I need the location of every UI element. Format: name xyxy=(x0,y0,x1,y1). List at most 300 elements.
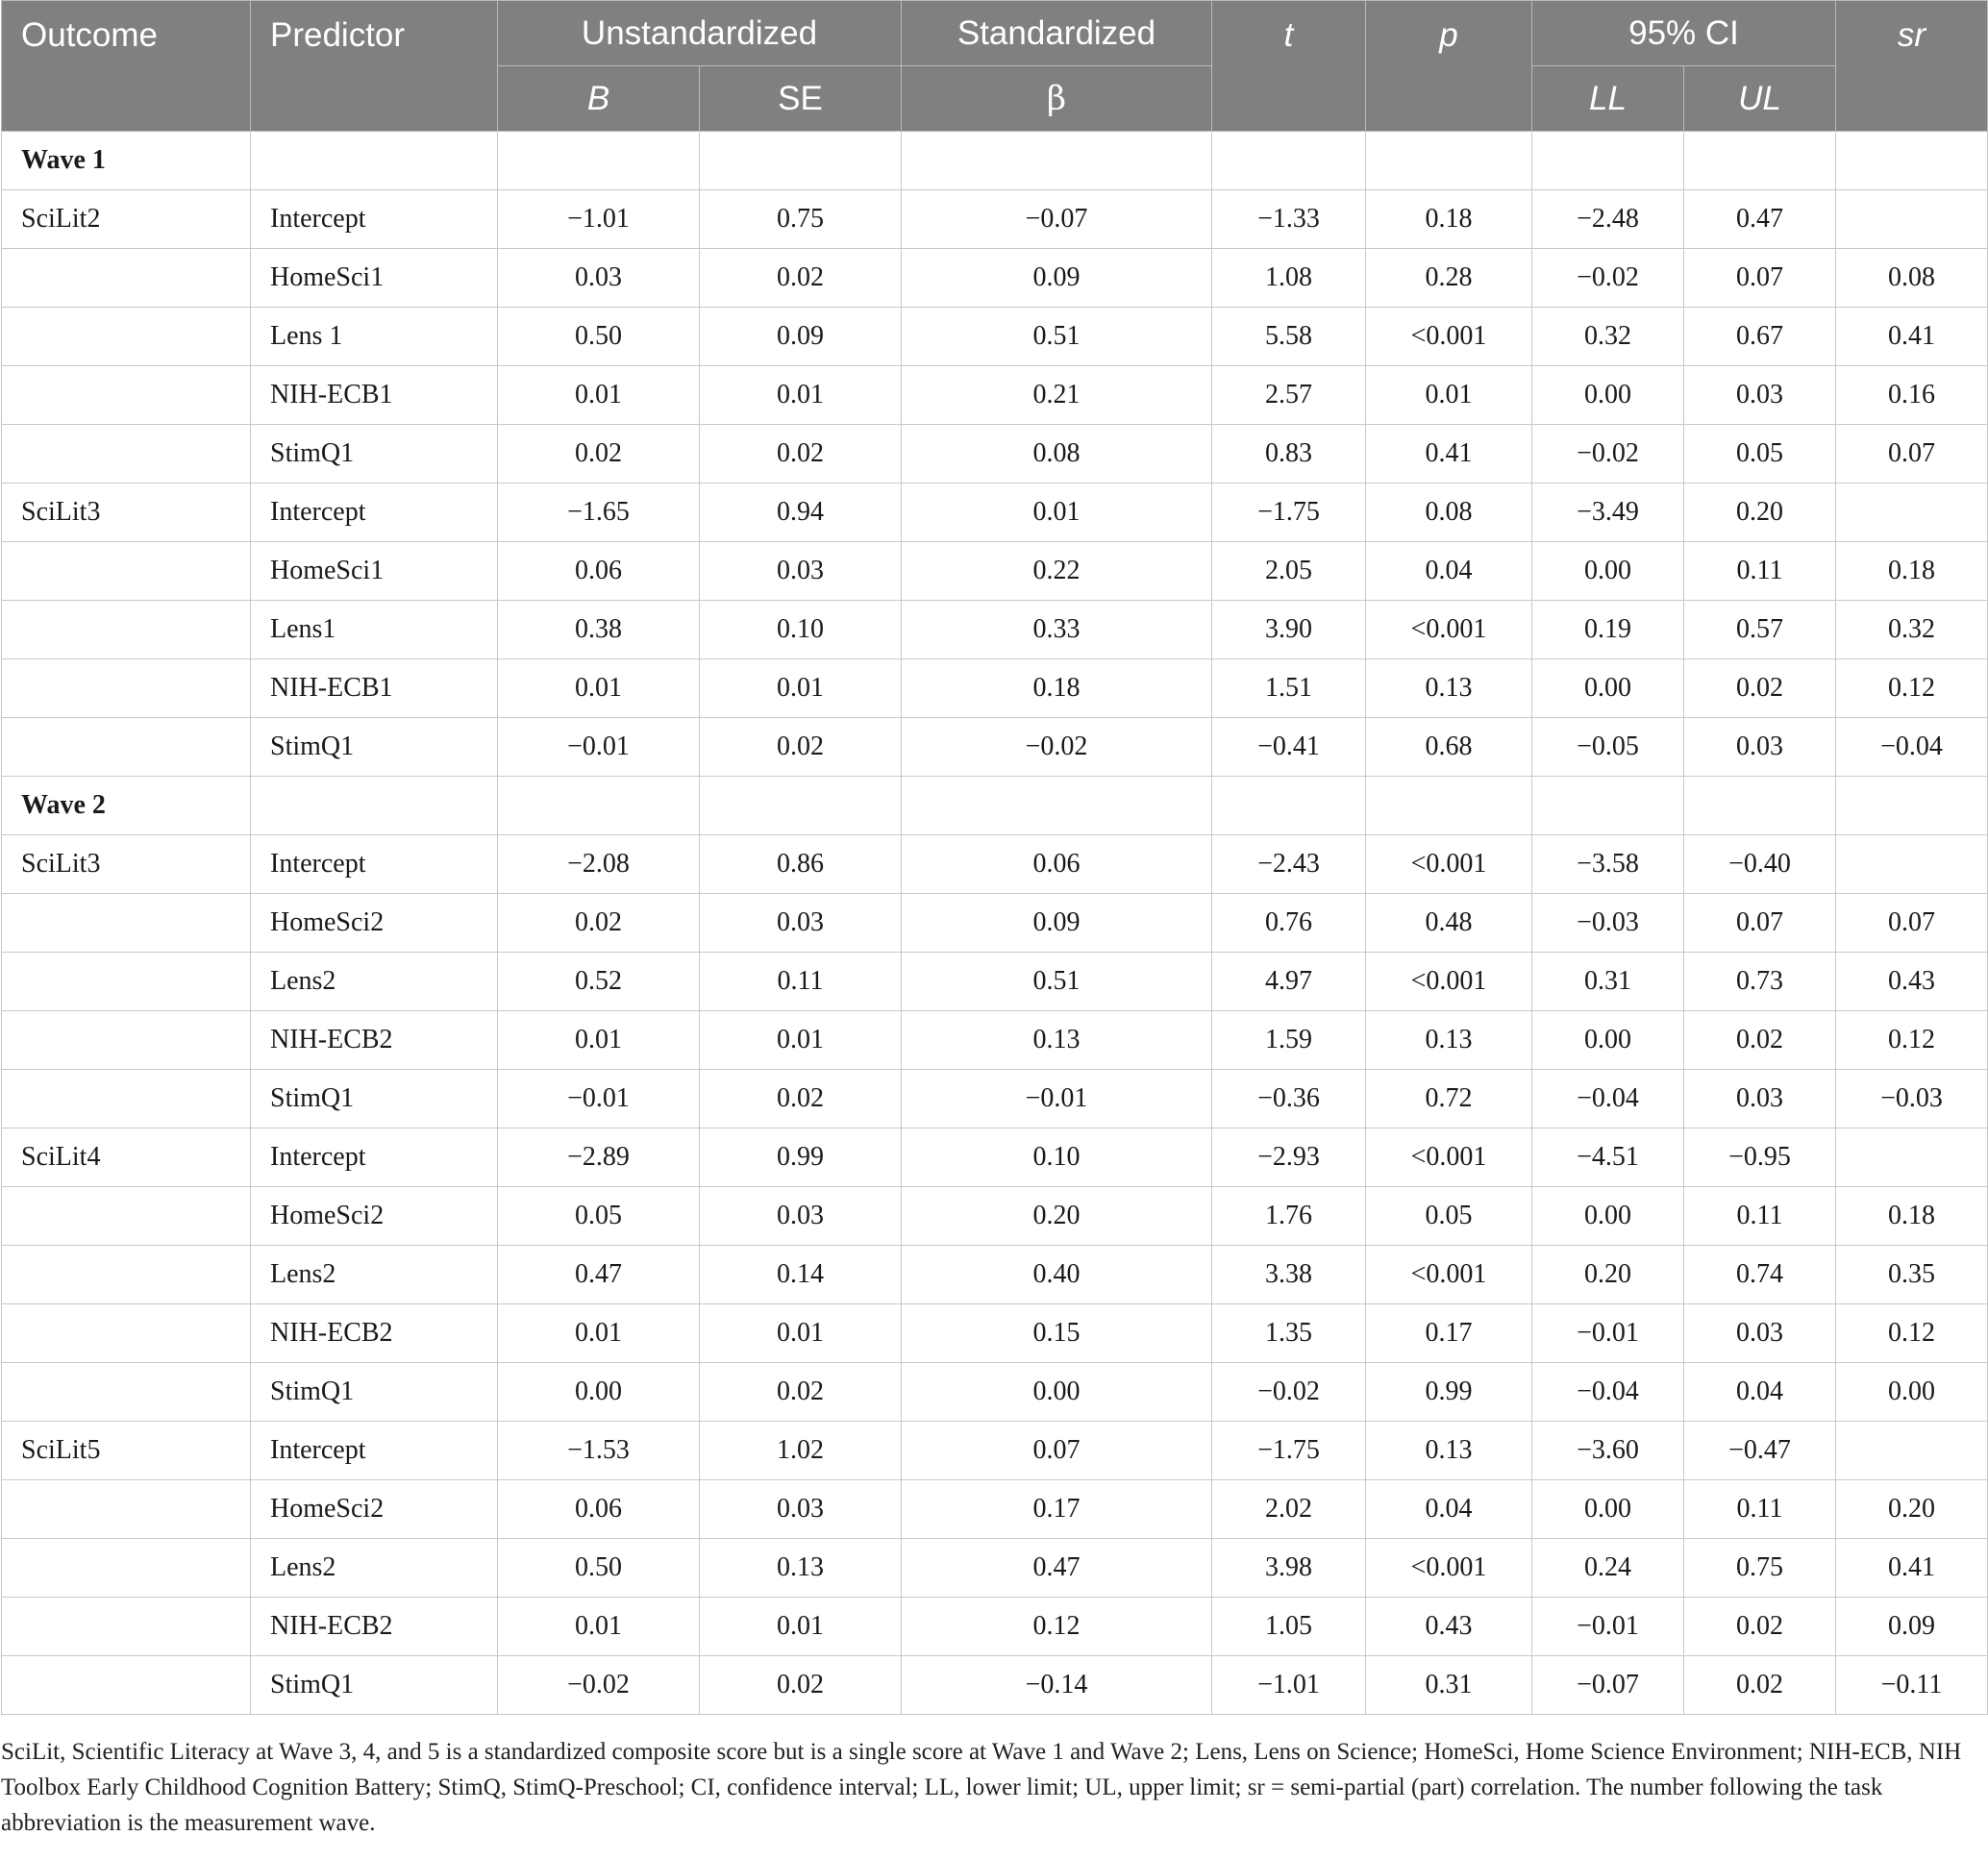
empty-cell xyxy=(251,777,498,835)
table-row xyxy=(2,601,1988,659)
header-se: SE xyxy=(700,66,902,132)
p-cell: 0.13 xyxy=(1366,659,1532,718)
table-row xyxy=(2,1304,1988,1363)
table-row xyxy=(2,484,1988,542)
b-cell: 0.01 xyxy=(498,366,700,425)
b-cell: 0.01 xyxy=(498,1304,700,1363)
beta-cell: 0.15 xyxy=(902,1304,1212,1363)
ll-cell: −0.02 xyxy=(1532,425,1684,484)
se-cell: 0.02 xyxy=(700,1070,902,1128)
table-body xyxy=(2,132,1988,1715)
sr-cell: 0.16 xyxy=(1836,366,1988,425)
t-cell: −0.36 xyxy=(1212,1070,1366,1128)
table-row xyxy=(2,659,1988,718)
empty-cell xyxy=(251,132,498,190)
table-header xyxy=(2,1,1988,132)
p-cell: 0.18 xyxy=(1366,190,1532,249)
beta-cell: −0.01 xyxy=(902,1070,1212,1128)
table-row xyxy=(2,249,1988,308)
beta-cell: 0.00 xyxy=(902,1363,1212,1422)
t-cell: 1.59 xyxy=(1212,1011,1366,1070)
table-row xyxy=(2,953,1988,1011)
t-cell: 2.05 xyxy=(1212,542,1366,601)
predictor-cell: StimQ1 xyxy=(251,1363,498,1422)
empty-cell xyxy=(2,1187,251,1246)
b-cell: 0.52 xyxy=(498,953,700,1011)
ll-cell: −0.07 xyxy=(1532,1656,1684,1715)
se-cell: 0.03 xyxy=(700,542,902,601)
ll-cell: −0.02 xyxy=(1532,249,1684,308)
table-row xyxy=(2,1422,1988,1480)
b-cell: 0.50 xyxy=(498,308,700,366)
empty-cell xyxy=(2,1070,251,1128)
table-row xyxy=(2,1480,1988,1539)
beta-cell: −0.02 xyxy=(902,718,1212,777)
ll-cell: −0.04 xyxy=(1532,1363,1684,1422)
se-cell: 0.01 xyxy=(700,1304,902,1363)
b-cell: −2.08 xyxy=(498,835,700,894)
header-ci: 95% CI xyxy=(1532,1,1836,66)
ll-cell: −3.58 xyxy=(1532,835,1684,894)
beta-cell: 0.13 xyxy=(902,1011,1212,1070)
ul-cell: 0.11 xyxy=(1684,1187,1836,1246)
header-ll: LL xyxy=(1532,66,1684,132)
empty-cell xyxy=(1366,132,1532,190)
beta-cell: 0.06 xyxy=(902,835,1212,894)
t-cell: 0.83 xyxy=(1212,425,1366,484)
p-cell: 0.68 xyxy=(1366,718,1532,777)
empty-cell xyxy=(2,425,251,484)
wave-label: Wave 2 xyxy=(2,777,251,835)
beta-cell: −0.07 xyxy=(902,190,1212,249)
empty-cell xyxy=(2,366,251,425)
sr-cell xyxy=(1836,484,1988,542)
empty-cell xyxy=(498,777,700,835)
predictor-cell: HomeSci2 xyxy=(251,894,498,953)
p-cell: 0.04 xyxy=(1366,542,1532,601)
sr-cell xyxy=(1836,1128,1988,1187)
table-row xyxy=(2,1187,1988,1246)
sr-cell: −0.11 xyxy=(1836,1656,1988,1715)
b-cell: −2.89 xyxy=(498,1128,700,1187)
empty-cell xyxy=(1684,777,1836,835)
predictor-cell: Lens1 xyxy=(251,601,498,659)
table-row xyxy=(2,425,1988,484)
p-cell: 0.13 xyxy=(1366,1011,1532,1070)
wave-row xyxy=(2,777,1988,835)
ll-cell: −0.01 xyxy=(1532,1598,1684,1656)
empty-cell xyxy=(902,132,1212,190)
predictor-cell: StimQ1 xyxy=(251,1656,498,1715)
p-cell: 0.17 xyxy=(1366,1304,1532,1363)
ll-cell: 0.31 xyxy=(1532,953,1684,1011)
predictor-cell: HomeSci1 xyxy=(251,249,498,308)
b-cell: 0.02 xyxy=(498,425,700,484)
beta-cell: 0.40 xyxy=(902,1246,1212,1304)
beta-cell: 0.10 xyxy=(902,1128,1212,1187)
ul-cell: −0.47 xyxy=(1684,1422,1836,1480)
p-cell: 0.05 xyxy=(1366,1187,1532,1246)
p-cell: <0.001 xyxy=(1366,1539,1532,1598)
se-cell: 0.01 xyxy=(700,1011,902,1070)
beta-cell: −0.14 xyxy=(902,1656,1212,1715)
t-cell: 2.02 xyxy=(1212,1480,1366,1539)
t-cell: 1.05 xyxy=(1212,1598,1366,1656)
p-cell: 0.04 xyxy=(1366,1480,1532,1539)
table-row xyxy=(2,308,1988,366)
sr-cell: −0.03 xyxy=(1836,1070,1988,1128)
se-cell: 0.02 xyxy=(700,718,902,777)
t-cell: 5.58 xyxy=(1212,308,1366,366)
table-row xyxy=(2,1246,1988,1304)
empty-cell xyxy=(902,777,1212,835)
t-cell: 3.38 xyxy=(1212,1246,1366,1304)
empty-cell xyxy=(1836,132,1988,190)
ll-cell: −0.01 xyxy=(1532,1304,1684,1363)
ll-cell: 0.00 xyxy=(1532,1187,1684,1246)
sr-cell: 0.18 xyxy=(1836,1187,1988,1246)
beta-cell: 0.51 xyxy=(902,953,1212,1011)
sr-cell: 0.43 xyxy=(1836,953,1988,1011)
se-cell: 0.03 xyxy=(700,1480,902,1539)
b-cell: 0.01 xyxy=(498,1011,700,1070)
p-cell: <0.001 xyxy=(1366,953,1532,1011)
predictor-cell: NIH-ECB2 xyxy=(251,1598,498,1656)
table-row xyxy=(2,1128,1988,1187)
predictor-cell: StimQ1 xyxy=(251,1070,498,1128)
b-cell: 0.06 xyxy=(498,542,700,601)
empty-cell xyxy=(2,1363,251,1422)
predictor-cell: Lens 1 xyxy=(251,308,498,366)
se-cell: 0.99 xyxy=(700,1128,902,1187)
b-cell: 0.50 xyxy=(498,1539,700,1598)
beta-cell: 0.07 xyxy=(902,1422,1212,1480)
table-row xyxy=(2,1070,1988,1128)
table-row xyxy=(2,894,1988,953)
se-cell: 0.01 xyxy=(700,659,902,718)
empty-cell xyxy=(2,718,251,777)
empty-cell xyxy=(2,1304,251,1363)
predictor-cell: HomeSci1 xyxy=(251,542,498,601)
b-cell: −1.53 xyxy=(498,1422,700,1480)
predictor-cell: NIH-ECB2 xyxy=(251,1011,498,1070)
outcome-cell: SciLit4 xyxy=(2,1128,251,1187)
t-cell: −2.43 xyxy=(1212,835,1366,894)
b-cell: 0.03 xyxy=(498,249,700,308)
beta-cell: 0.21 xyxy=(902,366,1212,425)
empty-cell xyxy=(1532,132,1684,190)
p-cell: <0.001 xyxy=(1366,1246,1532,1304)
table-row xyxy=(2,835,1988,894)
ll-cell: −3.60 xyxy=(1532,1422,1684,1480)
empty-cell xyxy=(700,777,902,835)
table-row xyxy=(2,190,1988,249)
beta-cell: 0.18 xyxy=(902,659,1212,718)
header-b: B xyxy=(498,66,700,132)
outcome-cell: SciLit5 xyxy=(2,1422,251,1480)
header-sr: sr xyxy=(1836,1,1988,132)
empty-cell xyxy=(2,1656,251,1715)
table-row xyxy=(2,1656,1988,1715)
sr-cell: 0.41 xyxy=(1836,308,1988,366)
se-cell: 0.14 xyxy=(700,1246,902,1304)
empty-cell xyxy=(2,1539,251,1598)
b-cell: 0.06 xyxy=(498,1480,700,1539)
sr-cell: 0.08 xyxy=(1836,249,1988,308)
header-ul: UL xyxy=(1684,66,1836,132)
ll-cell: −4.51 xyxy=(1532,1128,1684,1187)
sr-cell: 0.12 xyxy=(1836,659,1988,718)
se-cell: 0.02 xyxy=(700,1656,902,1715)
b-cell: 0.02 xyxy=(498,894,700,953)
ul-cell: 0.73 xyxy=(1684,953,1836,1011)
t-cell: −0.02 xyxy=(1212,1363,1366,1422)
empty-cell xyxy=(2,1011,251,1070)
predictor-cell: Intercept xyxy=(251,835,498,894)
p-cell: <0.001 xyxy=(1366,1128,1532,1187)
sr-cell: 0.35 xyxy=(1836,1246,1988,1304)
outcome-cell: SciLit3 xyxy=(2,835,251,894)
predictor-cell: HomeSci2 xyxy=(251,1480,498,1539)
ul-cell: 0.03 xyxy=(1684,1304,1836,1363)
t-cell: 1.08 xyxy=(1212,249,1366,308)
table-row xyxy=(2,542,1988,601)
empty-cell xyxy=(1212,777,1366,835)
se-cell: 0.86 xyxy=(700,835,902,894)
sr-cell: 0.07 xyxy=(1836,894,1988,953)
b-cell: −0.01 xyxy=(498,718,700,777)
table-row xyxy=(2,1539,1988,1598)
predictor-cell: StimQ1 xyxy=(251,718,498,777)
predictor-cell: Intercept xyxy=(251,190,498,249)
sr-cell xyxy=(1836,835,1988,894)
beta-cell: 0.01 xyxy=(902,484,1212,542)
t-cell: 4.97 xyxy=(1212,953,1366,1011)
b-cell: 0.05 xyxy=(498,1187,700,1246)
beta-cell: 0.12 xyxy=(902,1598,1212,1656)
header-outcome: Outcome xyxy=(2,1,251,132)
se-cell: 0.01 xyxy=(700,1598,902,1656)
b-cell: 0.01 xyxy=(498,1598,700,1656)
empty-cell xyxy=(1366,777,1532,835)
wave-row xyxy=(2,132,1988,190)
ul-cell: 0.03 xyxy=(1684,1070,1836,1128)
header-p: p xyxy=(1366,1,1532,132)
ll-cell: 0.24 xyxy=(1532,1539,1684,1598)
sr-cell: 0.41 xyxy=(1836,1539,1988,1598)
se-cell: 0.02 xyxy=(700,249,902,308)
se-cell: 0.02 xyxy=(700,1363,902,1422)
b-cell: −1.01 xyxy=(498,190,700,249)
empty-cell xyxy=(1836,777,1988,835)
ul-cell: 0.02 xyxy=(1684,1598,1836,1656)
p-cell: 0.41 xyxy=(1366,425,1532,484)
empty-cell xyxy=(498,132,700,190)
t-cell: −0.41 xyxy=(1212,718,1366,777)
empty-cell xyxy=(2,1598,251,1656)
ul-cell: −0.40 xyxy=(1684,835,1836,894)
t-cell: 3.98 xyxy=(1212,1539,1366,1598)
t-cell: −1.33 xyxy=(1212,190,1366,249)
ll-cell: 0.00 xyxy=(1532,659,1684,718)
ll-cell: 0.00 xyxy=(1532,542,1684,601)
empty-cell xyxy=(2,659,251,718)
ul-cell: 0.02 xyxy=(1684,659,1836,718)
se-cell: 0.75 xyxy=(700,190,902,249)
predictor-cell: Intercept xyxy=(251,1128,498,1187)
empty-cell xyxy=(2,1246,251,1304)
beta-cell: 0.09 xyxy=(902,894,1212,953)
ul-cell: 0.05 xyxy=(1684,425,1836,484)
b-cell: −1.65 xyxy=(498,484,700,542)
table-row xyxy=(2,1011,1988,1070)
predictor-cell: Lens2 xyxy=(251,953,498,1011)
t-cell: 0.76 xyxy=(1212,894,1366,953)
t-cell: −1.01 xyxy=(1212,1656,1366,1715)
sr-cell xyxy=(1836,1422,1988,1480)
empty-cell xyxy=(2,542,251,601)
ll-cell: −0.03 xyxy=(1532,894,1684,953)
empty-cell xyxy=(2,1480,251,1539)
t-cell: 1.76 xyxy=(1212,1187,1366,1246)
ul-cell: 0.11 xyxy=(1684,542,1836,601)
header-row-1 xyxy=(2,1,1988,66)
empty-cell xyxy=(1532,777,1684,835)
b-cell: −0.01 xyxy=(498,1070,700,1128)
outcome-cell: SciLit3 xyxy=(2,484,251,542)
p-cell: <0.001 xyxy=(1366,308,1532,366)
p-cell: 0.31 xyxy=(1366,1656,1532,1715)
empty-cell xyxy=(2,953,251,1011)
p-cell: 0.43 xyxy=(1366,1598,1532,1656)
ul-cell: 0.67 xyxy=(1684,308,1836,366)
ul-cell: −0.95 xyxy=(1684,1128,1836,1187)
empty-cell xyxy=(1684,132,1836,190)
table-footnote: SciLit, Scientific Literacy at Wave 3, 4, and 5 is a standardized composite score but is a single score at Wave 1 and Wave 2; Lens, Lens on Science; HomeSci, Home Science Environment; NIH-ECB, NIH Toolbox Early Childhood Cognition Battery; StimQ, StimQ-Preschool; CI, confidence interval; LL, lower limit; UL, upper limit; sr = semi-partial (part) correlation. The number following the task abbreviation is the measurement wave. xyxy=(1,1739,1962,1836)
p-cell: 0.01 xyxy=(1366,366,1532,425)
ll-cell: −0.04 xyxy=(1532,1070,1684,1128)
t-cell: 1.35 xyxy=(1212,1304,1366,1363)
b-cell: 0.47 xyxy=(498,1246,700,1304)
t-cell: 2.57 xyxy=(1212,366,1366,425)
sr-cell: 0.20 xyxy=(1836,1480,1988,1539)
se-cell: 0.01 xyxy=(700,366,902,425)
se-cell: 1.02 xyxy=(700,1422,902,1480)
ll-cell: 0.00 xyxy=(1532,1011,1684,1070)
b-cell: 0.38 xyxy=(498,601,700,659)
beta-cell: 0.17 xyxy=(902,1480,1212,1539)
se-cell: 0.94 xyxy=(700,484,902,542)
predictor-cell: NIH-ECB1 xyxy=(251,659,498,718)
p-cell: 0.99 xyxy=(1366,1363,1532,1422)
outcome-cell: SciLit2 xyxy=(2,190,251,249)
ll-cell: −3.49 xyxy=(1532,484,1684,542)
predictor-cell: HomeSci2 xyxy=(251,1187,498,1246)
p-cell: <0.001 xyxy=(1366,835,1532,894)
predictor-cell: Lens2 xyxy=(251,1246,498,1304)
wave-label: Wave 1 xyxy=(2,132,251,190)
table-row xyxy=(2,366,1988,425)
p-cell: 0.48 xyxy=(1366,894,1532,953)
b-cell: 0.00 xyxy=(498,1363,700,1422)
table-row xyxy=(2,1598,1988,1656)
b-cell: 0.01 xyxy=(498,659,700,718)
sr-cell xyxy=(1836,190,1988,249)
t-cell: 1.51 xyxy=(1212,659,1366,718)
ul-cell: 0.07 xyxy=(1684,894,1836,953)
p-cell: 0.72 xyxy=(1366,1070,1532,1128)
se-cell: 0.11 xyxy=(700,953,902,1011)
ul-cell: 0.20 xyxy=(1684,484,1836,542)
predictor-cell: NIH-ECB2 xyxy=(251,1304,498,1363)
header-predictor: Predictor xyxy=(251,1,498,132)
ul-cell: 0.02 xyxy=(1684,1656,1836,1715)
t-cell: −1.75 xyxy=(1212,1422,1366,1480)
se-cell: 0.09 xyxy=(700,308,902,366)
p-cell: 0.13 xyxy=(1366,1422,1532,1480)
p-cell: <0.001 xyxy=(1366,601,1532,659)
sr-cell: 0.07 xyxy=(1836,425,1988,484)
predictor-cell: Intercept xyxy=(251,1422,498,1480)
p-cell: 0.08 xyxy=(1366,484,1532,542)
header-unstandardized: Unstandardized xyxy=(498,1,902,66)
ll-cell: 0.00 xyxy=(1532,366,1684,425)
ll-cell: 0.19 xyxy=(1532,601,1684,659)
empty-cell xyxy=(2,249,251,308)
ul-cell: 0.07 xyxy=(1684,249,1836,308)
ul-cell: 0.11 xyxy=(1684,1480,1836,1539)
se-cell: 0.13 xyxy=(700,1539,902,1598)
empty-cell xyxy=(2,894,251,953)
empty-cell xyxy=(2,601,251,659)
ul-cell: 0.04 xyxy=(1684,1363,1836,1422)
sr-cell: 0.09 xyxy=(1836,1598,1988,1656)
beta-cell: 0.47 xyxy=(902,1539,1212,1598)
t-cell: 3.90 xyxy=(1212,601,1366,659)
beta-cell: 0.20 xyxy=(902,1187,1212,1246)
header-t: t xyxy=(1212,1,1366,132)
header-beta: β xyxy=(902,66,1212,132)
ul-cell: 0.03 xyxy=(1684,366,1836,425)
se-cell: 0.03 xyxy=(700,1187,902,1246)
ul-cell: 0.57 xyxy=(1684,601,1836,659)
ul-cell: 0.74 xyxy=(1684,1246,1836,1304)
sr-cell: 0.12 xyxy=(1836,1304,1988,1363)
se-cell: 0.02 xyxy=(700,425,902,484)
predictor-cell: Intercept xyxy=(251,484,498,542)
predictor-cell: StimQ1 xyxy=(251,425,498,484)
ll-cell: −0.05 xyxy=(1532,718,1684,777)
ll-cell: 0.20 xyxy=(1532,1246,1684,1304)
empty-cell xyxy=(2,308,251,366)
t-cell: −2.93 xyxy=(1212,1128,1366,1187)
regression-table xyxy=(1,0,1988,1715)
beta-cell: 0.51 xyxy=(902,308,1212,366)
beta-cell: 0.33 xyxy=(902,601,1212,659)
se-cell: 0.03 xyxy=(700,894,902,953)
table-row xyxy=(2,1363,1988,1422)
sr-cell: 0.12 xyxy=(1836,1011,1988,1070)
sr-cell: 0.18 xyxy=(1836,542,1988,601)
ul-cell: 0.75 xyxy=(1684,1539,1836,1598)
ll-cell: 0.32 xyxy=(1532,308,1684,366)
ul-cell: 0.03 xyxy=(1684,718,1836,777)
p-cell: 0.28 xyxy=(1366,249,1532,308)
sr-cell: −0.04 xyxy=(1836,718,1988,777)
t-cell: −1.75 xyxy=(1212,484,1366,542)
ul-cell: 0.47 xyxy=(1684,190,1836,249)
sr-cell: 0.32 xyxy=(1836,601,1988,659)
